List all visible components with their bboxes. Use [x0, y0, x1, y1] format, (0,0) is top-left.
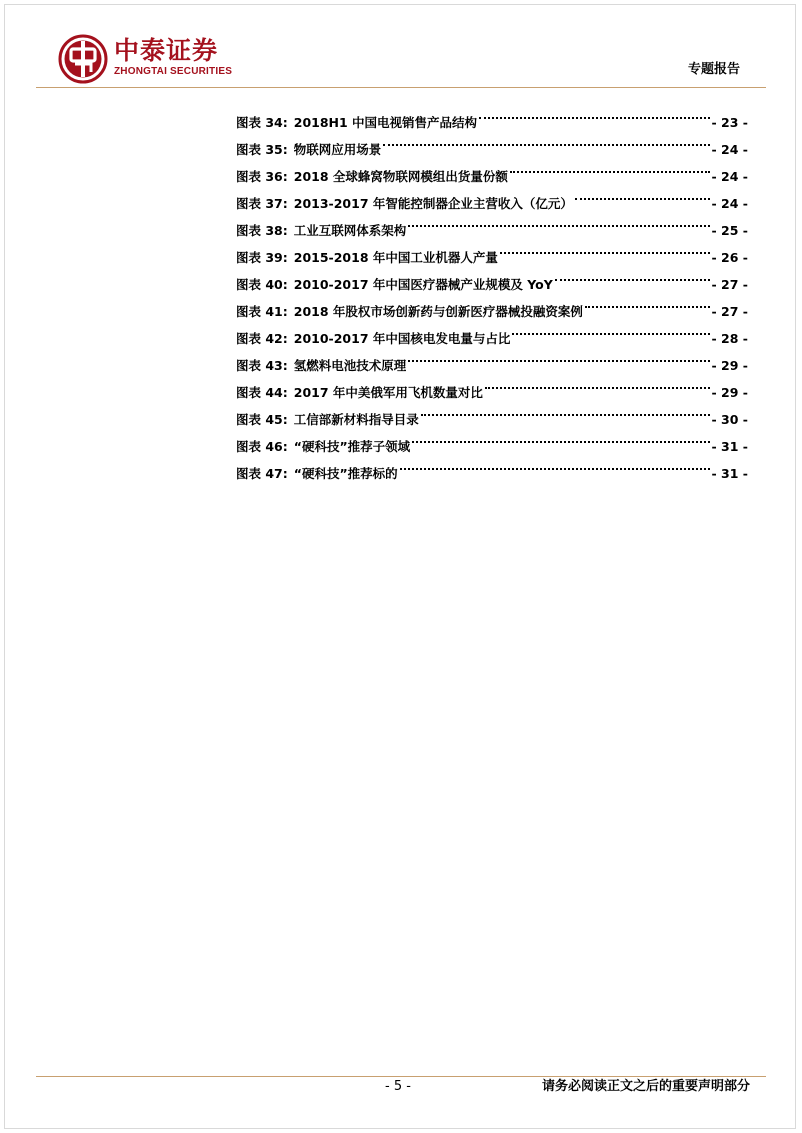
toc-entry-page-number: - 24 - — [711, 196, 748, 211]
toc-entry-title: “硬科技”推荐标的 — [293, 466, 398, 481]
toc-entry-label: 图表 47: — [236, 466, 288, 481]
toc-entry-title: 2018 全球蜂窝物联网模组出货量份额 — [293, 169, 508, 184]
toc-entry-label: 图表 42: — [236, 331, 288, 346]
toc-entry-page-number: - 23 - — [711, 115, 748, 130]
toc-entry-label: 图表 46: — [236, 439, 288, 454]
toc-entry-label: 图表 39: — [236, 250, 288, 265]
toc-entry-title: 2010-2017 年中国医疗器械产业规模及 YoY — [293, 277, 553, 292]
toc-entry-label: 图表 36: — [236, 169, 288, 184]
toc-dot-leader — [512, 316, 709, 343]
toc-dot-leader — [421, 397, 710, 424]
header-divider — [36, 87, 766, 88]
toc-entry-title: 工信部新材料指导目录 — [293, 412, 419, 427]
toc-entry-title: “硬科技”推荐子领域 — [293, 439, 411, 454]
toc-entry-label: 图表 45: — [236, 412, 288, 427]
toc-entry-page-number: - 27 - — [711, 277, 748, 292]
toc-entry-page-number: - 29 - — [711, 358, 748, 373]
toc-dot-leader — [408, 343, 709, 370]
toc-entry-title: 2015-2018 年中国工业机器人产量 — [293, 250, 498, 265]
toc-entry-title: 2017 年中美俄军用飞机数量对比 — [293, 385, 483, 400]
toc-entry-title: 物联网应用场景 — [293, 142, 382, 157]
page-number: - 5 - — [385, 1079, 411, 1094]
toc-entry-page-number: - 28 - — [711, 331, 748, 346]
toc-entry-page-number: - 31 - — [711, 439, 748, 454]
toc-dot-leader — [408, 208, 709, 235]
toc-entry-label: 图表 40: — [236, 277, 288, 292]
toc-entry-label: 图表 37: — [236, 196, 288, 211]
toc-entry-page-number: - 29 - — [711, 385, 748, 400]
figure-list — [236, 100, 748, 481]
toc-entry-page-number: - 26 - — [711, 250, 748, 265]
toc-entry-page-number: - 27 - — [711, 304, 748, 319]
toc-entry-page-number: - 24 - — [711, 169, 748, 184]
toc-entry-label: 图表 44: — [236, 385, 288, 400]
toc-dot-leader — [585, 289, 710, 316]
toc-entry-title: 工业互联网体系架构 — [293, 223, 407, 238]
toc-entry-page-number: - 24 - — [711, 142, 748, 157]
toc-entry-title: 2010-2017 年中国核电发电量与占比 — [293, 331, 511, 346]
toc-entry-title: 氢燃料电池技术原理 — [293, 358, 407, 373]
toc-dot-leader — [485, 370, 710, 397]
toc-entry-title: 2018 年股权市场创新药与创新医疗器械投融资案例 — [293, 304, 583, 319]
toc-entry-label: 图表 35: — [236, 142, 288, 157]
toc-entry-title: 2018H1 中国电视销售产品结构 — [293, 115, 478, 130]
page-header — [0, 0, 802, 90]
toc-entry-page-number: - 31 - — [711, 466, 748, 481]
toc-dot-leader — [575, 181, 710, 208]
toc-dot-leader — [412, 424, 709, 451]
zhongtai-logo-icon — [58, 34, 108, 84]
footer-disclaimer: 请务必阅读正文之后的重要声明部分 — [541, 1079, 750, 1094]
report-type-label: 专题报告 — [687, 62, 740, 77]
toc-entry-label: 图表 43: — [236, 358, 288, 373]
toc-entry-label: 图表 38: — [236, 223, 288, 238]
toc-entry-label: 图表 41: — [236, 304, 288, 319]
toc-dot-leader — [510, 154, 710, 181]
brand-name-english: ZHONGTAI SECURITIES — [114, 66, 233, 77]
toc-dot-leader — [479, 100, 709, 127]
toc-entry-label: 图表 34: — [236, 115, 288, 130]
toc-entry[interactable] — [236, 100, 748, 130]
toc-entry-title: 2013-2017 年智能控制器企业主营收入（亿元） — [293, 196, 573, 211]
toc-dot-leader — [555, 262, 710, 289]
footer-divider — [36, 1076, 766, 1077]
toc-dot-leader — [400, 451, 710, 478]
toc-entry-page-number: - 25 - — [711, 223, 748, 238]
toc-dot-leader — [500, 235, 710, 262]
toc-entry-page-number: - 30 - — [711, 412, 748, 427]
brand-name-chinese: 中泰证券 — [114, 36, 219, 65]
toc-dot-leader — [383, 127, 709, 154]
